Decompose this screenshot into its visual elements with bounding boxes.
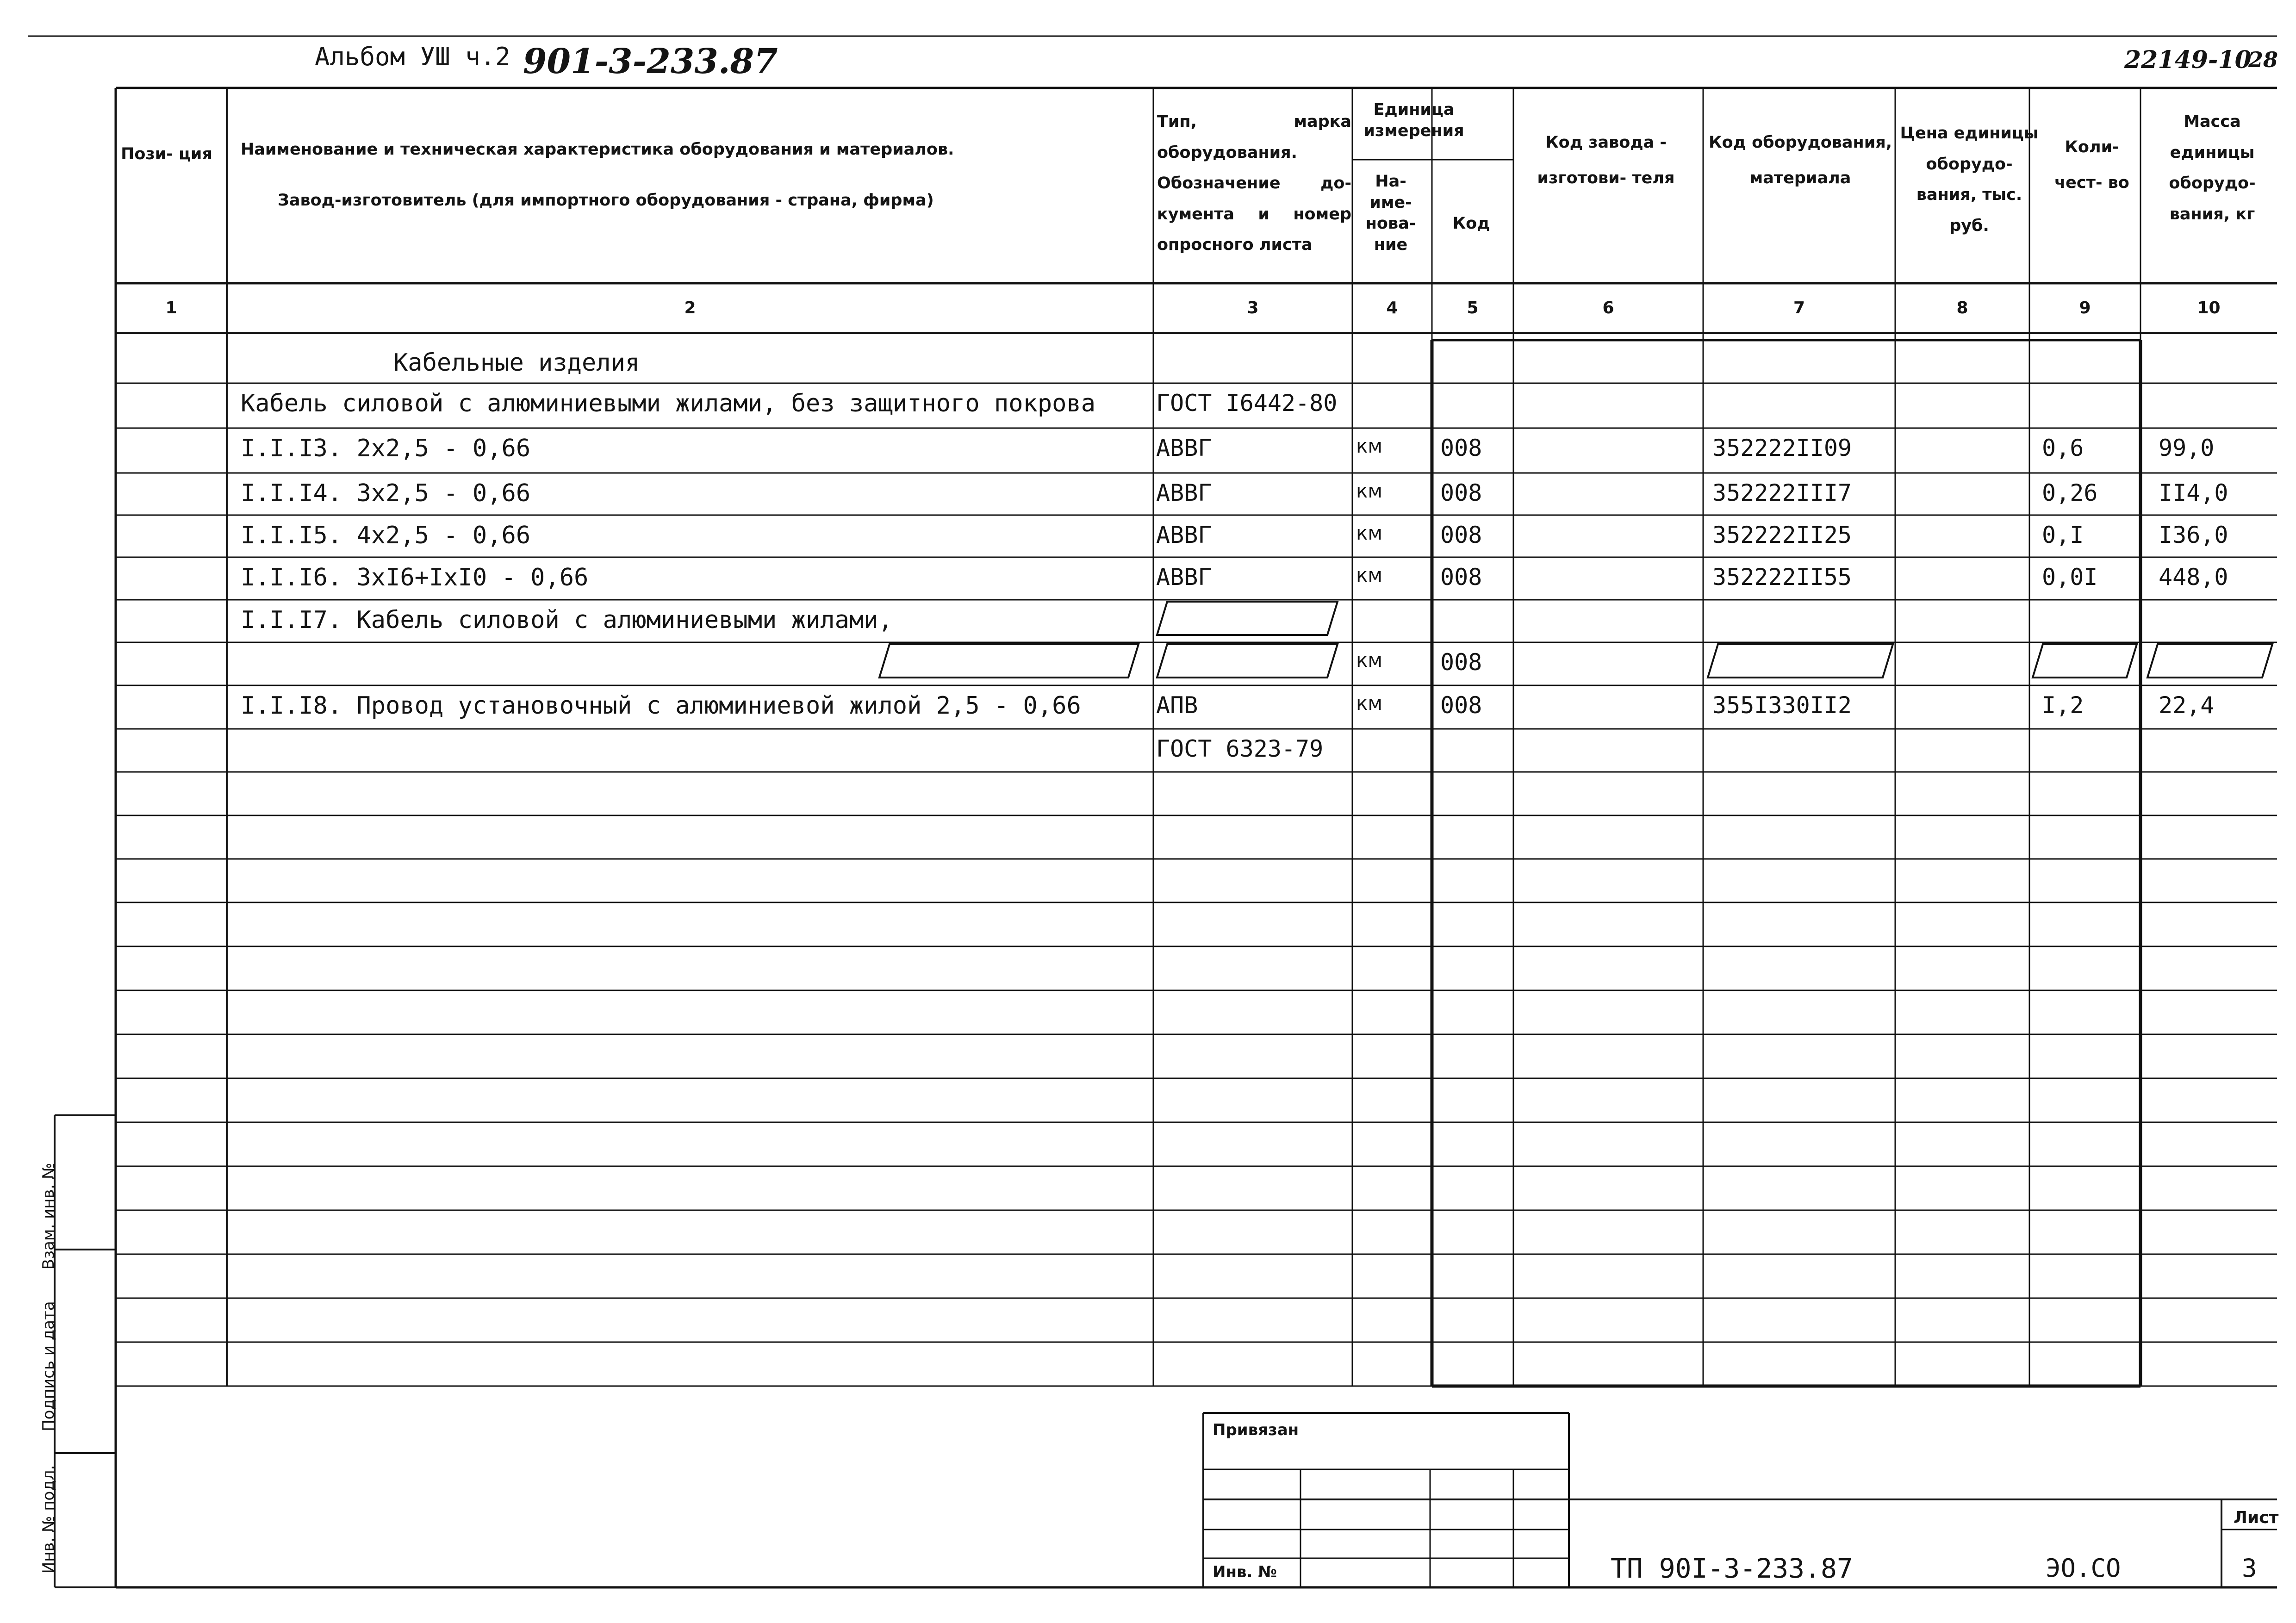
cell-mat: 355I330II2 bbox=[1712, 692, 1852, 719]
cell-name: I.I.I7. Кабель силовой с алюминиевыми жилами, bbox=[241, 606, 893, 634]
stamp-linked: Привязан bbox=[1213, 1421, 1299, 1439]
column-number: 2 bbox=[684, 298, 696, 317]
cell-name: I.I.I8. Провод установочный с алюминиевой жилой 2,5 - 0,66 bbox=[241, 692, 1081, 720]
header-manufacturer-code: Код завода - изготови- теля bbox=[1537, 133, 1675, 187]
page-number: 28 bbox=[2248, 47, 2278, 72]
cell-mat: 352222II09 bbox=[1712, 435, 1852, 461]
cell-mass: II4,0 bbox=[2159, 479, 2228, 506]
cell-unit: км bbox=[1356, 522, 1383, 544]
column-number: 9 bbox=[2079, 298, 2091, 317]
cell-type: АВВГ bbox=[1156, 479, 1212, 506]
cell-type: АВВГ bbox=[1156, 522, 1212, 548]
cell-qty: 0,6 bbox=[2042, 435, 2084, 461]
stamp-sheet-label: Лист bbox=[2234, 1508, 2279, 1527]
stamp-sheet-number: 3 bbox=[2242, 1554, 2257, 1583]
cell-name: I.I.I5. 4x2,5 - 0,66 bbox=[241, 522, 531, 549]
stamp-document: ТП 90I-3-233.87 bbox=[1611, 1553, 1853, 1584]
cell-name: I.I.I3. 2x2,5 - 0,66 bbox=[241, 435, 531, 462]
column-number: 1 bbox=[165, 298, 177, 317]
cell-type: АВВГ bbox=[1156, 435, 1212, 461]
cell-qty: I,2 bbox=[2042, 692, 2084, 719]
cell-code: 008 bbox=[1440, 564, 1482, 591]
cell-name: Кабельные изделия bbox=[393, 349, 640, 377]
column-number: 3 bbox=[1247, 298, 1259, 317]
cell-mass: 448,0 bbox=[2159, 564, 2228, 591]
cell-mat: 352222II25 bbox=[1712, 522, 1852, 548]
cell-type: ГОСТ I6442-80 bbox=[1156, 390, 1338, 417]
stamp-inv-no: Инв. № bbox=[1213, 1563, 1277, 1581]
cell-mass: 22,4 bbox=[2159, 692, 2215, 719]
side-label-replaced-inv: Взам. инв. № bbox=[39, 1163, 58, 1270]
stamp-sheet-code: ЭО.СО bbox=[2046, 1554, 2121, 1583]
cell-name: I.I.I4. 3x2,5 - 0,66 bbox=[241, 479, 531, 507]
side-label-signature-date: Подпись и дата bbox=[39, 1301, 58, 1431]
cell-qty: 0,I bbox=[2042, 522, 2084, 548]
column-number: 8 bbox=[1956, 298, 1968, 317]
header-unit-code: Код bbox=[1452, 214, 1490, 233]
album-code: 901-3-233.87 bbox=[523, 42, 778, 81]
cell-unit: км bbox=[1356, 692, 1383, 715]
cell-mass: I36,0 bbox=[2159, 522, 2228, 548]
header-unit-name: На- име- нова- ние bbox=[1365, 172, 1416, 254]
cell-mat: 352222II55 bbox=[1712, 564, 1852, 591]
cell-mat: 352222III7 bbox=[1712, 479, 1852, 506]
cell-unit: км bbox=[1356, 649, 1383, 672]
blank-frame bbox=[2147, 644, 2272, 678]
column-number: 6 bbox=[1602, 298, 1614, 317]
cell-code: 008 bbox=[1440, 649, 1482, 676]
header-mass: Масса единицы оборудо- вания, кг bbox=[2169, 112, 2256, 224]
header-quantity: Коли- чест- во bbox=[2054, 138, 2129, 192]
cell-type: ГОСТ 6323-79 bbox=[1156, 735, 1324, 762]
cell-unit: км bbox=[1356, 435, 1383, 457]
header-type: Тип, марка оборудования. Обозначение до- кумента и номер опросного листа bbox=[1157, 112, 1351, 254]
inventory-number: 22149-10 bbox=[2124, 46, 2252, 74]
cell-type: АПВ bbox=[1156, 692, 1198, 719]
cell-code: 008 bbox=[1440, 435, 1482, 461]
album-label: Альбом УШ ч.2 bbox=[315, 42, 510, 71]
cell-code: 008 bbox=[1440, 522, 1482, 548]
header-unit: Единица измерения bbox=[1363, 100, 1464, 140]
header-position: Пози- ция bbox=[121, 145, 212, 163]
cell-unit: км bbox=[1356, 564, 1383, 586]
cell-qty: 0,0I bbox=[2042, 564, 2098, 591]
side-label-original-inv: Инв. № подл. bbox=[39, 1465, 58, 1574]
column-number: 10 bbox=[2197, 298, 2221, 317]
header-material-code: Код оборудования, материала bbox=[1708, 133, 1892, 187]
cell-name: Кабель силовой с алюминиевыми жилами, без защитного покрова bbox=[241, 390, 1096, 417]
column-number: 5 bbox=[1467, 298, 1479, 317]
column-number: 4 bbox=[1386, 298, 1398, 317]
cell-qty: 0,26 bbox=[2042, 479, 2098, 506]
blank-frame bbox=[1708, 644, 1893, 678]
header-price: Цена единицы оборудо- вания, тыс. руб. bbox=[1900, 124, 2039, 235]
cell-code: 008 bbox=[1440, 692, 1482, 719]
column-number: 7 bbox=[1793, 298, 1805, 317]
blank-frame bbox=[2033, 644, 2137, 678]
header-manufacturer: Завод-изготовитель (для импортного оборудования - страна, фирма) bbox=[278, 191, 934, 210]
header-name: Наименование и техническая характеристика оборудования и материалов. bbox=[241, 140, 954, 159]
cell-mass: 99,0 bbox=[2159, 435, 2215, 461]
cell-code: 008 bbox=[1440, 479, 1482, 506]
cell-unit: км bbox=[1356, 479, 1383, 502]
blank-frame bbox=[879, 644, 1139, 678]
cell-type: АВВГ bbox=[1156, 564, 1212, 591]
cell-name: I.I.I6. 3xI6+IxI0 - 0,66 bbox=[241, 564, 589, 591]
blank-frame bbox=[1157, 644, 1338, 678]
